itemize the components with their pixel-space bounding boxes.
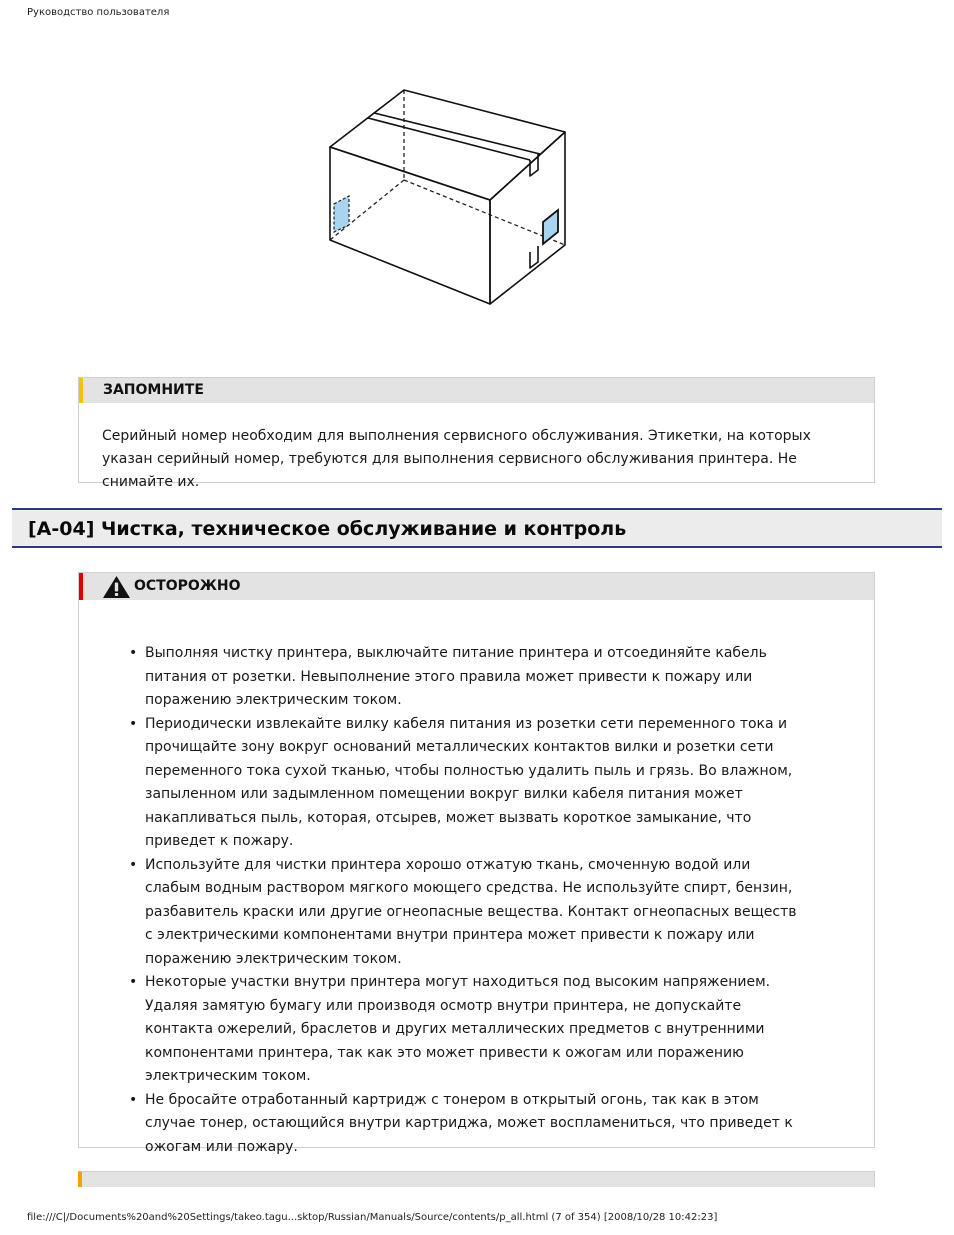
note-box: [78, 377, 875, 490]
bullet-icon: •: [129, 856, 138, 873]
next-note-box-header: [78, 1171, 875, 1187]
bullet-icon: •: [129, 645, 138, 661]
note-text: Серийный номер необходим для выполнения сервисного обслуживания. Этикетки, на которых указан серийный номер, требуются для выполнения сервисного обслуживания принтера. Не снимайте их.: [102, 428, 811, 490]
list-item-text: Периодически извлекайте вилку кабеля питания из розетки сети переменного тока и прочищайте зону вокруг оснований металлических контактов вилки и розетки сети переменного тока сухой тканью, чтобы полностью удалить пыль и грязь. Во влажном, запыленном или задымленном помещении вокруг вилки кабеля питания может накапливаться пыль, которая, отсырев, может вызвать короткое замыкание, что приведет к пожару.: [145, 715, 793, 849]
list-item: [127, 971, 807, 1089]
serial-label-right: [543, 210, 558, 244]
caution-label: ОСТОРОЖНО: [134, 578, 241, 594]
bullet-icon: •: [129, 715, 138, 732]
bullet-icon: •: [129, 974, 138, 990]
list-item-text: Выполняя чистку принтера, выключайте питание принтера и отсоединяйте кабель питания от розетки. Невыполнение этого правила может привести к пожару или поражению электрическим током.: [145, 645, 767, 708]
page-header: Руководство пользователя: [27, 7, 170, 18]
page-footer: file:///C|/Documents%20and%20Settings/takeo.tagu...sktop/Russian/Manuals/Source/contents/p_all.html (7 of 354) [2008/10/28 10:42:23]: [27, 1212, 718, 1223]
warning-triangle-icon: [102, 575, 131, 599]
caution-header: [79, 573, 874, 600]
caution-box: [78, 572, 875, 1155]
bullet-icon: •: [129, 1091, 138, 1108]
list-item: [127, 1089, 807, 1160]
printer-box-illustration: [320, 80, 580, 315]
list-item: [127, 854, 807, 972]
caution-list: [127, 642, 807, 1159]
list-item: [127, 642, 807, 713]
list-item-text: Некоторые участки внутри принтера могут находиться под высоким напряжением. Удаляя замятую бумагу или производя осмотр внутри принтера, не допускайте контакта ожерелий, браслетов и других металлических предметов с внутренними компонентами принтера, так как это может привести к ожогам или поражению электрическим током.: [145, 974, 771, 1084]
section-heading-bar: [12, 508, 942, 548]
list-item: [127, 713, 807, 854]
list-item-text: Не бросайте отработанный картридж с тонером в открытый огонь, так как в этом случае тонер, остающийся внутри картриджа, может воспламениться, что приведет к ожогам или пожару.: [145, 1091, 793, 1155]
section-title: [A-04] Чистка, техническое обслуживание и контроль: [28, 518, 627, 540]
list-item-text: Используйте для чистки принтера хорошо отжатую ткань, смоченную водой или слабым водным раствором мягкого моющего средства. Не используйте спирт, бензин, разбавитель краски или другие огнеопасные вещества. Контакт огнеопасных веществ с электрическими компонентами внутри принтера может привести к пожару или поражению электрическим током.: [145, 856, 797, 967]
note-label: ЗАПОМНИТЕ: [79, 378, 874, 403]
